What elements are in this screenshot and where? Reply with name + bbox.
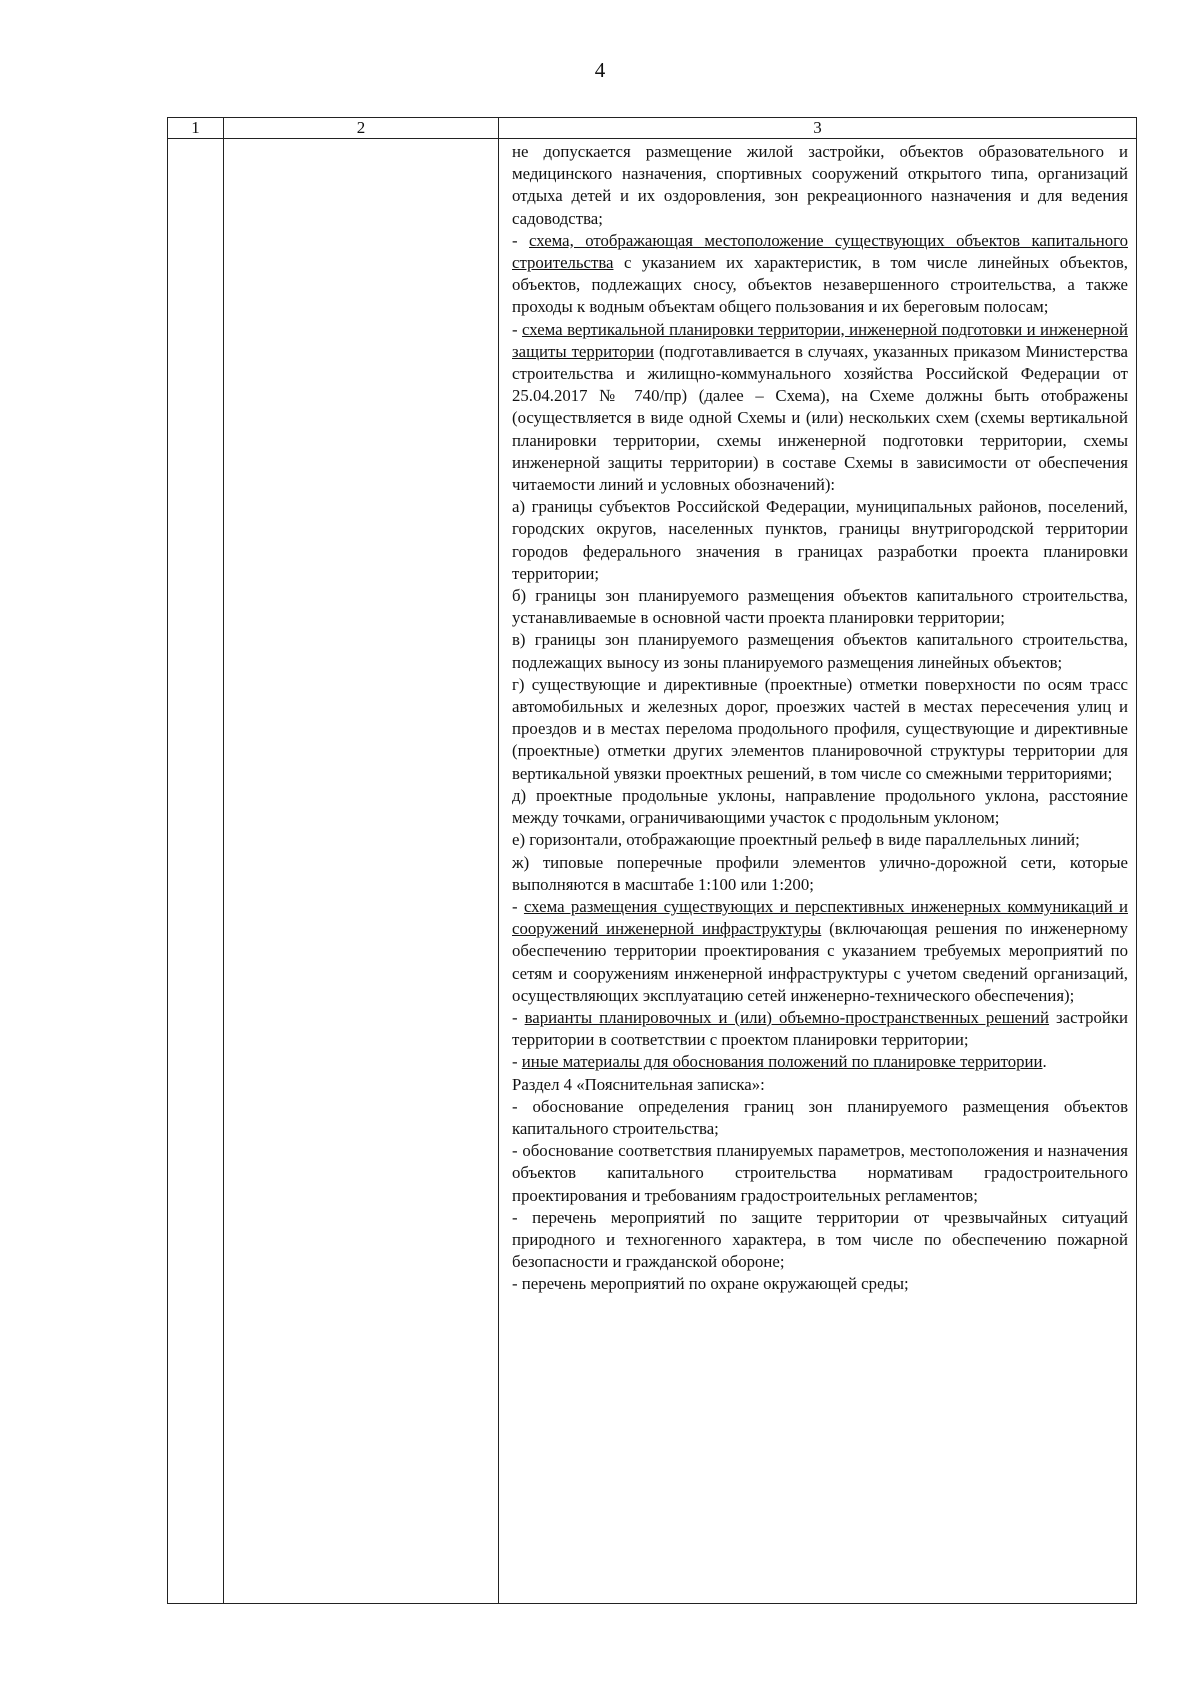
cell-col3 — [499, 139, 1137, 1604]
paragraph — [512, 319, 1128, 497]
paragraph — [512, 1096, 1128, 1140]
underlined-term: иные материалы для обоснования положений по планировке территории — [521, 1052, 1043, 1072]
paragraph-text: застройки территории в соответствии с проектом планировки территории; — [512, 1007, 1128, 1050]
paragraph — [512, 1273, 1128, 1295]
paragraph — [512, 1140, 1128, 1207]
table-row — [168, 139, 1137, 1604]
column-header-3: 3 — [499, 118, 1137, 139]
underlined-term: схема, отображающая местоположение существующих объектов капитального строительства — [512, 230, 1128, 273]
paragraph-text: с указанием их характеристик, в том числе линейных объектов, объектов, подлежащих сносу, объектов незавершенного строительства, а также проходы к водным объектам общего пользования и их береговым полосам; — [512, 253, 1128, 317]
paragraph — [512, 141, 1128, 230]
cell-col1 — [168, 139, 224, 1604]
paragraph-text: а) границы субъектов Российской Федерации, муниципальных районов, поселений, городских округов, населенных пунктов, границы внутригородской территории городов федерального значения в границах разработки проекта планировки территории; — [512, 497, 1128, 583]
paragraph-text: (включающая решения по инженерному обеспечению территории проектирования с указанием требуемых мероприятий по сетям и сооружениям инженерной инфраструктуры с учетом сведений организаций, осуществляющих эксплуатацию сетей инженерно-технического обеспечения); — [512, 919, 1128, 1005]
underlined-term: схема вертикальной планировки территории, инженерной подготовки и инженерной защиты территории — [512, 319, 1128, 361]
paragraph-text: (подготавливается в случаях, указанных приказом Министерства строительства и жилищно-коммунального хозяйства Российской Федерации от 25.04.2017 № 740/пр) (далее – Схема), на Схеме должны быть отображены (осуществляется в виде одной Схемы и (или) нескольких схем (схемы вертикальной планировки территории, схемы инженерной подготовки территории, схемы инженерной защиты территории) в составе Схемы в зависимости от обеспечения читаемости линий и условных обозначений): — [512, 341, 1129, 495]
paragraph — [512, 1074, 1128, 1096]
paragraph — [512, 230, 1128, 319]
paragraph — [512, 852, 1128, 896]
paragraph-text: не допускается размещение жилой застройки, объектов образовательного и медицинского назначения, спортивных сооружений открытого типа, организаций отдыха детей и их оздоровления, зон рекреационного назначения и для ведения садоводства; — [512, 142, 1128, 228]
paragraph-text: - обоснование соответствия планируемых параметров, местоположения и назначения объектов капитального строительства нормативам градостроительного проектирования и требованиям градостроительных регламентов; — [512, 1141, 1128, 1205]
page-number: 4 — [594, 58, 606, 82]
paragraph-text: . — [1042, 1052, 1047, 1072]
requirements-table — [167, 117, 1137, 1604]
paragraph-text: - обоснование определения границ зон планируемого размещения объектов капитального строительства; — [512, 1096, 1128, 1138]
paragraph-text: - — [512, 1007, 525, 1027]
paragraph-text: е) горизонтали, отображающие проектный рельеф в виде параллельных линий; — [512, 830, 1080, 850]
paragraph — [512, 1207, 1128, 1274]
table-header-row — [168, 118, 1137, 139]
paragraph-text: - — [512, 896, 524, 916]
paragraph-text: б) границы зон планируемого размещения объектов капитального строительства, устанавливаемые в основной части проекта планировки территории; — [512, 586, 1128, 628]
column-header-2: 2 — [224, 118, 499, 139]
paragraph-text: г) существующие и директивные (проектные) отметки поверхности по осям трасс автомобильных и железных дорог, проезжих частей в местах пересечения улиц и проездов и в местах перелома продольного профиля, существующие и директивные (проектные) отметки других элементов планировочной структуры территории для вертикальной увязки проектных решений, в том числе со смежными территориями; — [512, 674, 1128, 783]
paragraph — [512, 1007, 1128, 1051]
paragraph-text: - — [512, 319, 523, 339]
requirements-text — [499, 139, 1136, 1296]
paragraph-text: - — [512, 230, 530, 250]
paragraph-text: Раздел 4 «Пояснительная записка»: — [512, 1074, 765, 1094]
paragraph — [512, 585, 1128, 629]
underlined-term: варианты планировочных и (или) объемно-пространственных решений — [524, 1007, 1050, 1027]
paragraph — [512, 1051, 1128, 1073]
paragraph-text: д) проектные продольные уклоны, направление продольного уклона, расстояние между точками, ограничивающими участок с продольным уклоном; — [512, 785, 1128, 828]
paragraph — [512, 829, 1128, 851]
paragraph-text: ж) типовые поперечные профили элементов улично-дорожной сети, которые выполняются в масштабе 1:100 или 1:200; — [512, 852, 1128, 894]
column-header-1: 1 — [168, 118, 224, 139]
underlined-term: схема размещения существующих и перспективных инженерных коммуникаций и сооружений инженерной инфраструктуры — [512, 896, 1128, 939]
paragraph — [512, 785, 1128, 829]
paragraph — [512, 629, 1128, 673]
paragraph-text: - перечень мероприятий по охране окружающей среды; — [512, 1274, 909, 1294]
paragraph — [512, 496, 1128, 585]
paragraph-text: - перечень мероприятий по защите территории от чрезвычайных ситуаций природного и техногенного характера, в том числе по обеспечению пожарной безопасности и гражданской обороне; — [512, 1207, 1128, 1272]
cell-col2 — [224, 139, 499, 1604]
paragraph — [512, 674, 1128, 785]
paragraph-text: - — [512, 1052, 522, 1072]
paragraph — [512, 896, 1128, 1007]
paragraph-text: в) границы зон планируемого размещения объектов капитального строительства, подлежащих выносу из зоны планируемого размещения линейных объектов; — [512, 630, 1128, 672]
